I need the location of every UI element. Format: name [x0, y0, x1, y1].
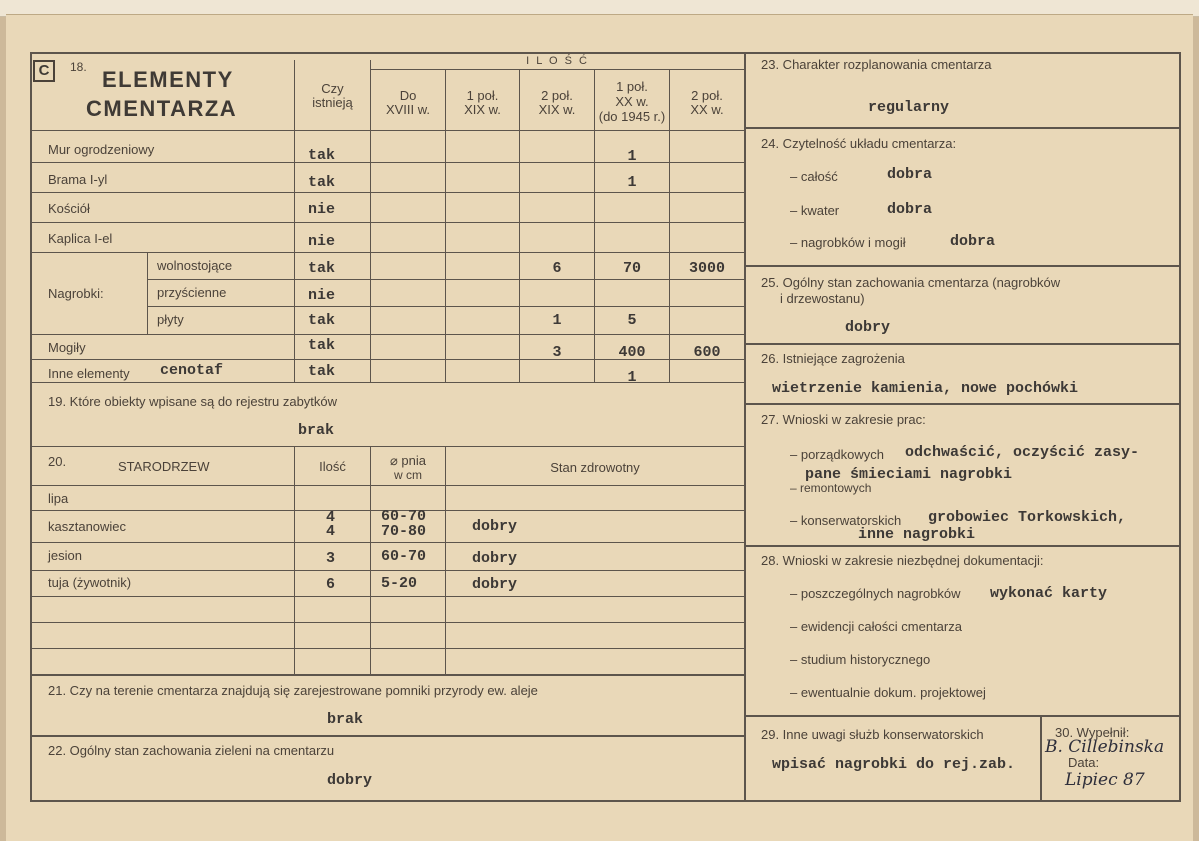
s25-answer: dobry — [845, 319, 891, 336]
tree-lipa-ilosc: 4 — [326, 509, 336, 526]
s18-row-line — [32, 334, 744, 335]
s27-kons-value-1: grobowiec Torkowskich, — [928, 509, 1127, 526]
czy-kaplica: nie — [308, 233, 336, 250]
s29-question: 29. Inne uwagi służb konserwatorskich — [761, 727, 984, 742]
row-label-kaplica: Kaplica I-el — [48, 231, 113, 246]
s18-number: 18. — [70, 60, 87, 74]
row-label-mogily: Mogiły — [48, 340, 86, 355]
s21-answer: brak — [327, 711, 364, 728]
s20-col-pnia-2: w cm — [394, 468, 422, 482]
tree-jesion-ilosc: 3 — [326, 550, 336, 567]
s30-date-value: Lipiec 87 — [1065, 770, 1145, 790]
s28-item-1-label: – poszczególnych nagrobków — [790, 586, 961, 601]
s24-nagrobkow-label: – nagrobków i mogił — [790, 235, 906, 250]
qty-wolno-c5: 3000 — [688, 260, 725, 277]
s20-header-line — [32, 485, 744, 486]
s24-question: 24. Czytelność układu cmentarza: — [761, 136, 957, 151]
row-label-wolnostojace: wolnostojące — [157, 258, 233, 273]
col-2-xix-2: XIX w. — [538, 102, 576, 117]
frame-right — [1179, 52, 1181, 802]
s24-nagrobkow-value: dobra — [950, 233, 996, 250]
s18-row-line — [32, 222, 744, 223]
ilosc-heading: I L O Ś Ć — [526, 55, 589, 67]
col-do-xviii-1: Do — [399, 88, 417, 103]
czy-inne: tak — [308, 363, 336, 380]
s27-kons-label: – konserwatorskich — [790, 513, 902, 528]
tree-lipa-pnia: 60-70 — [381, 508, 427, 525]
s29-answer: wpisać nagrobki do rej.zab. — [772, 756, 1016, 773]
qty-mur: 1 — [627, 148, 637, 165]
qty-brama: 1 — [627, 174, 637, 191]
s18-row-line — [32, 192, 744, 193]
s20-row-line — [32, 570, 744, 571]
qty-wolno-c4: 70 — [622, 260, 641, 277]
tree-kasztan-ilosc: 4 — [326, 523, 336, 540]
czy-przyscienne: nie — [308, 287, 336, 304]
row-label-kosciol: Kościół — [48, 201, 90, 216]
col-2-xix-1: 2 poł. — [541, 88, 573, 103]
s27-porz-value-1: odchwaścić, oczyścić zasy- — [905, 444, 1140, 461]
s27-question: 27. Wnioski w zakresie prac: — [761, 412, 926, 427]
row-label-plyty: płyty — [157, 312, 184, 327]
row-label-inne: Inne elementy — [48, 366, 130, 381]
s23-answer: regularny — [868, 99, 950, 116]
s26-answer: wietrzenie kamienia, nowe pochówki — [772, 380, 1079, 397]
s19-question: 19. Które obiekty wpisane są do rejestru zabytków — [48, 394, 338, 409]
s20-row-line — [32, 542, 744, 543]
col-1-xix-1: 1 poł. — [466, 88, 499, 103]
s18-header-line — [32, 130, 744, 131]
tree-jesion-stan: dobry — [472, 550, 518, 567]
s20-row-line — [32, 622, 744, 623]
qty-wolno-c3: 6 — [552, 260, 562, 277]
s20-row-line — [32, 596, 744, 597]
s23-bottom-line — [746, 127, 1179, 129]
nagrobki-label: Nagrobki: — [48, 286, 104, 301]
s27-bottom-line — [746, 545, 1179, 547]
row-inne-value: cenotaf — [160, 362, 224, 379]
s26-bottom-line — [746, 403, 1179, 405]
s25-question-1: 25. Ogólny stan zachowania cmentarza (nagrobków — [761, 275, 1061, 290]
s19-bottom-line — [32, 446, 744, 447]
col-2-xx-2: XX w. — [690, 102, 724, 117]
qty-mogily-c5: 600 — [693, 344, 721, 361]
s20-title: STARODRZEW — [118, 459, 210, 474]
qty-mogily-c4: 400 — [618, 344, 646, 361]
tree-lipa: lipa — [48, 491, 69, 506]
czy-kosciol: nie — [308, 201, 336, 218]
s18-row-line — [147, 279, 744, 280]
s29-s30-divider — [1040, 716, 1042, 802]
column-divider — [744, 52, 746, 802]
s28-item-3-label: – studium historycznego — [790, 652, 931, 667]
s27-porz-value-2: pane śmieciami nagrobki — [805, 466, 1013, 483]
s24-bottom-line — [746, 265, 1179, 267]
tree-tuja: tuja (żywotnik) — [48, 575, 132, 590]
s27-porz-label: – porządkowych — [790, 447, 884, 462]
s18-row-line — [32, 252, 744, 253]
s20-col-stan: Stan zdrowotny — [550, 460, 640, 475]
col-1-xx-3: (do 1945 r.) — [598, 109, 666, 124]
czy-brama: tak — [308, 174, 336, 191]
s30-filled-by-label: 30. Wypełnił: — [1055, 725, 1130, 740]
czy-plyty: tak — [308, 312, 336, 329]
tree-tuja-ilosc: 6 — [326, 576, 336, 593]
tree-kasztan-pnia: 70-80 — [381, 523, 427, 540]
tree-kasztanowiec: kasztanowiec — [48, 519, 127, 534]
col-1-xx-2: XX w. — [615, 94, 649, 109]
s19-answer: brak — [298, 422, 335, 439]
czy-mur: tak — [308, 147, 336, 164]
s20-bottom-line — [32, 674, 744, 676]
col-czy-1: Czy — [321, 81, 344, 96]
row-label-przyscienne: przyścienne — [157, 285, 227, 300]
s18-row-line — [147, 306, 744, 307]
s28-item-4-label: – ewentualnie dokum. projektowej — [790, 685, 986, 700]
s20-row-line — [32, 648, 744, 649]
tree-tuja-stan: dobry — [472, 576, 518, 593]
tree-tuja-pnia: 5-20 — [381, 575, 418, 592]
s25-question-2: i drzewostanu) — [780, 291, 865, 306]
qty-plyty-c3: 1 — [552, 312, 562, 329]
s24-calosc-value: dobra — [887, 166, 933, 183]
s21-question: 21. Czy na terenie cmentarza znajdują się zarejestrowane pomniki przyrody ew. aleje — [48, 683, 538, 698]
s25-bottom-line — [746, 343, 1179, 345]
s28-item-2-label: – ewidencji całości cmentarza — [790, 619, 962, 634]
col-2-xx-1: 2 poł. — [691, 88, 723, 103]
s20-vline-3 — [445, 447, 446, 674]
col-do-xviii-2: XVIII w. — [385, 102, 431, 117]
qty-mogily-c3: 3 — [552, 344, 562, 361]
s27-kons-value-2: inne nagrobki — [858, 526, 976, 543]
s20-vline-1 — [294, 447, 295, 674]
s22-question: 22. Ogólny stan zachowania zieleni na cmentarzu — [48, 743, 335, 758]
row-label-brama: Brama I-yl — [48, 172, 108, 187]
s20-col-pnia-1: ⌀ pnia — [389, 453, 427, 468]
col-1-xix-2: XIX w. — [464, 102, 501, 117]
qty-plyty-c4: 5 — [627, 312, 637, 329]
nagrobki-vline — [147, 252, 148, 334]
tree-jesion-pnia: 60-70 — [381, 548, 427, 565]
s28-question: 28. Wnioski w zakresie niezbędnej dokumentacji: — [761, 553, 1044, 568]
s24-kwater-value: dobra — [887, 201, 933, 218]
col-czy-2: istnieją — [312, 95, 353, 110]
s28-item-1-value: wykonać karty — [990, 585, 1108, 602]
s18-title-2: CMENTARZA — [86, 96, 238, 121]
s23-question: 23. Charakter rozplanowania cmentarza — [761, 57, 992, 72]
qty-inne-c4: 1 — [627, 369, 637, 386]
s24-kwater-label: – kwater — [790, 203, 840, 218]
s24-calosc-label: – całość — [790, 169, 838, 184]
s27-rem-label: – remontowych — [790, 481, 872, 495]
ilosc-underline — [370, 69, 744, 70]
s28-bottom-line — [746, 715, 1179, 717]
s26-question: 26. Istniejące zagrożenia — [761, 351, 905, 366]
tree-kasztan-stan: dobry — [472, 518, 518, 535]
s20-number: 20. — [48, 454, 67, 469]
section-letter: C — [33, 60, 55, 82]
s21-bottom-line — [32, 735, 744, 737]
czy-mogily: tak — [308, 337, 336, 354]
s18-title-1: ELEMENTY — [102, 67, 234, 92]
s30-date-label: Data: — [1068, 755, 1100, 770]
s22-answer: dobry — [327, 772, 373, 789]
tree-jesion: jesion — [48, 548, 82, 563]
row-label-mur: Mur ogrodzeniowy — [48, 142, 155, 157]
frame-bottom — [30, 800, 1181, 802]
czy-wolnostojace: tak — [308, 260, 336, 277]
s30-signature: B. Cillebinska — [1045, 737, 1165, 757]
s20-col-ilosc: Ilość — [319, 459, 346, 474]
frame-left — [30, 52, 32, 802]
col-1-xx-1: 1 poł. — [616, 79, 648, 94]
